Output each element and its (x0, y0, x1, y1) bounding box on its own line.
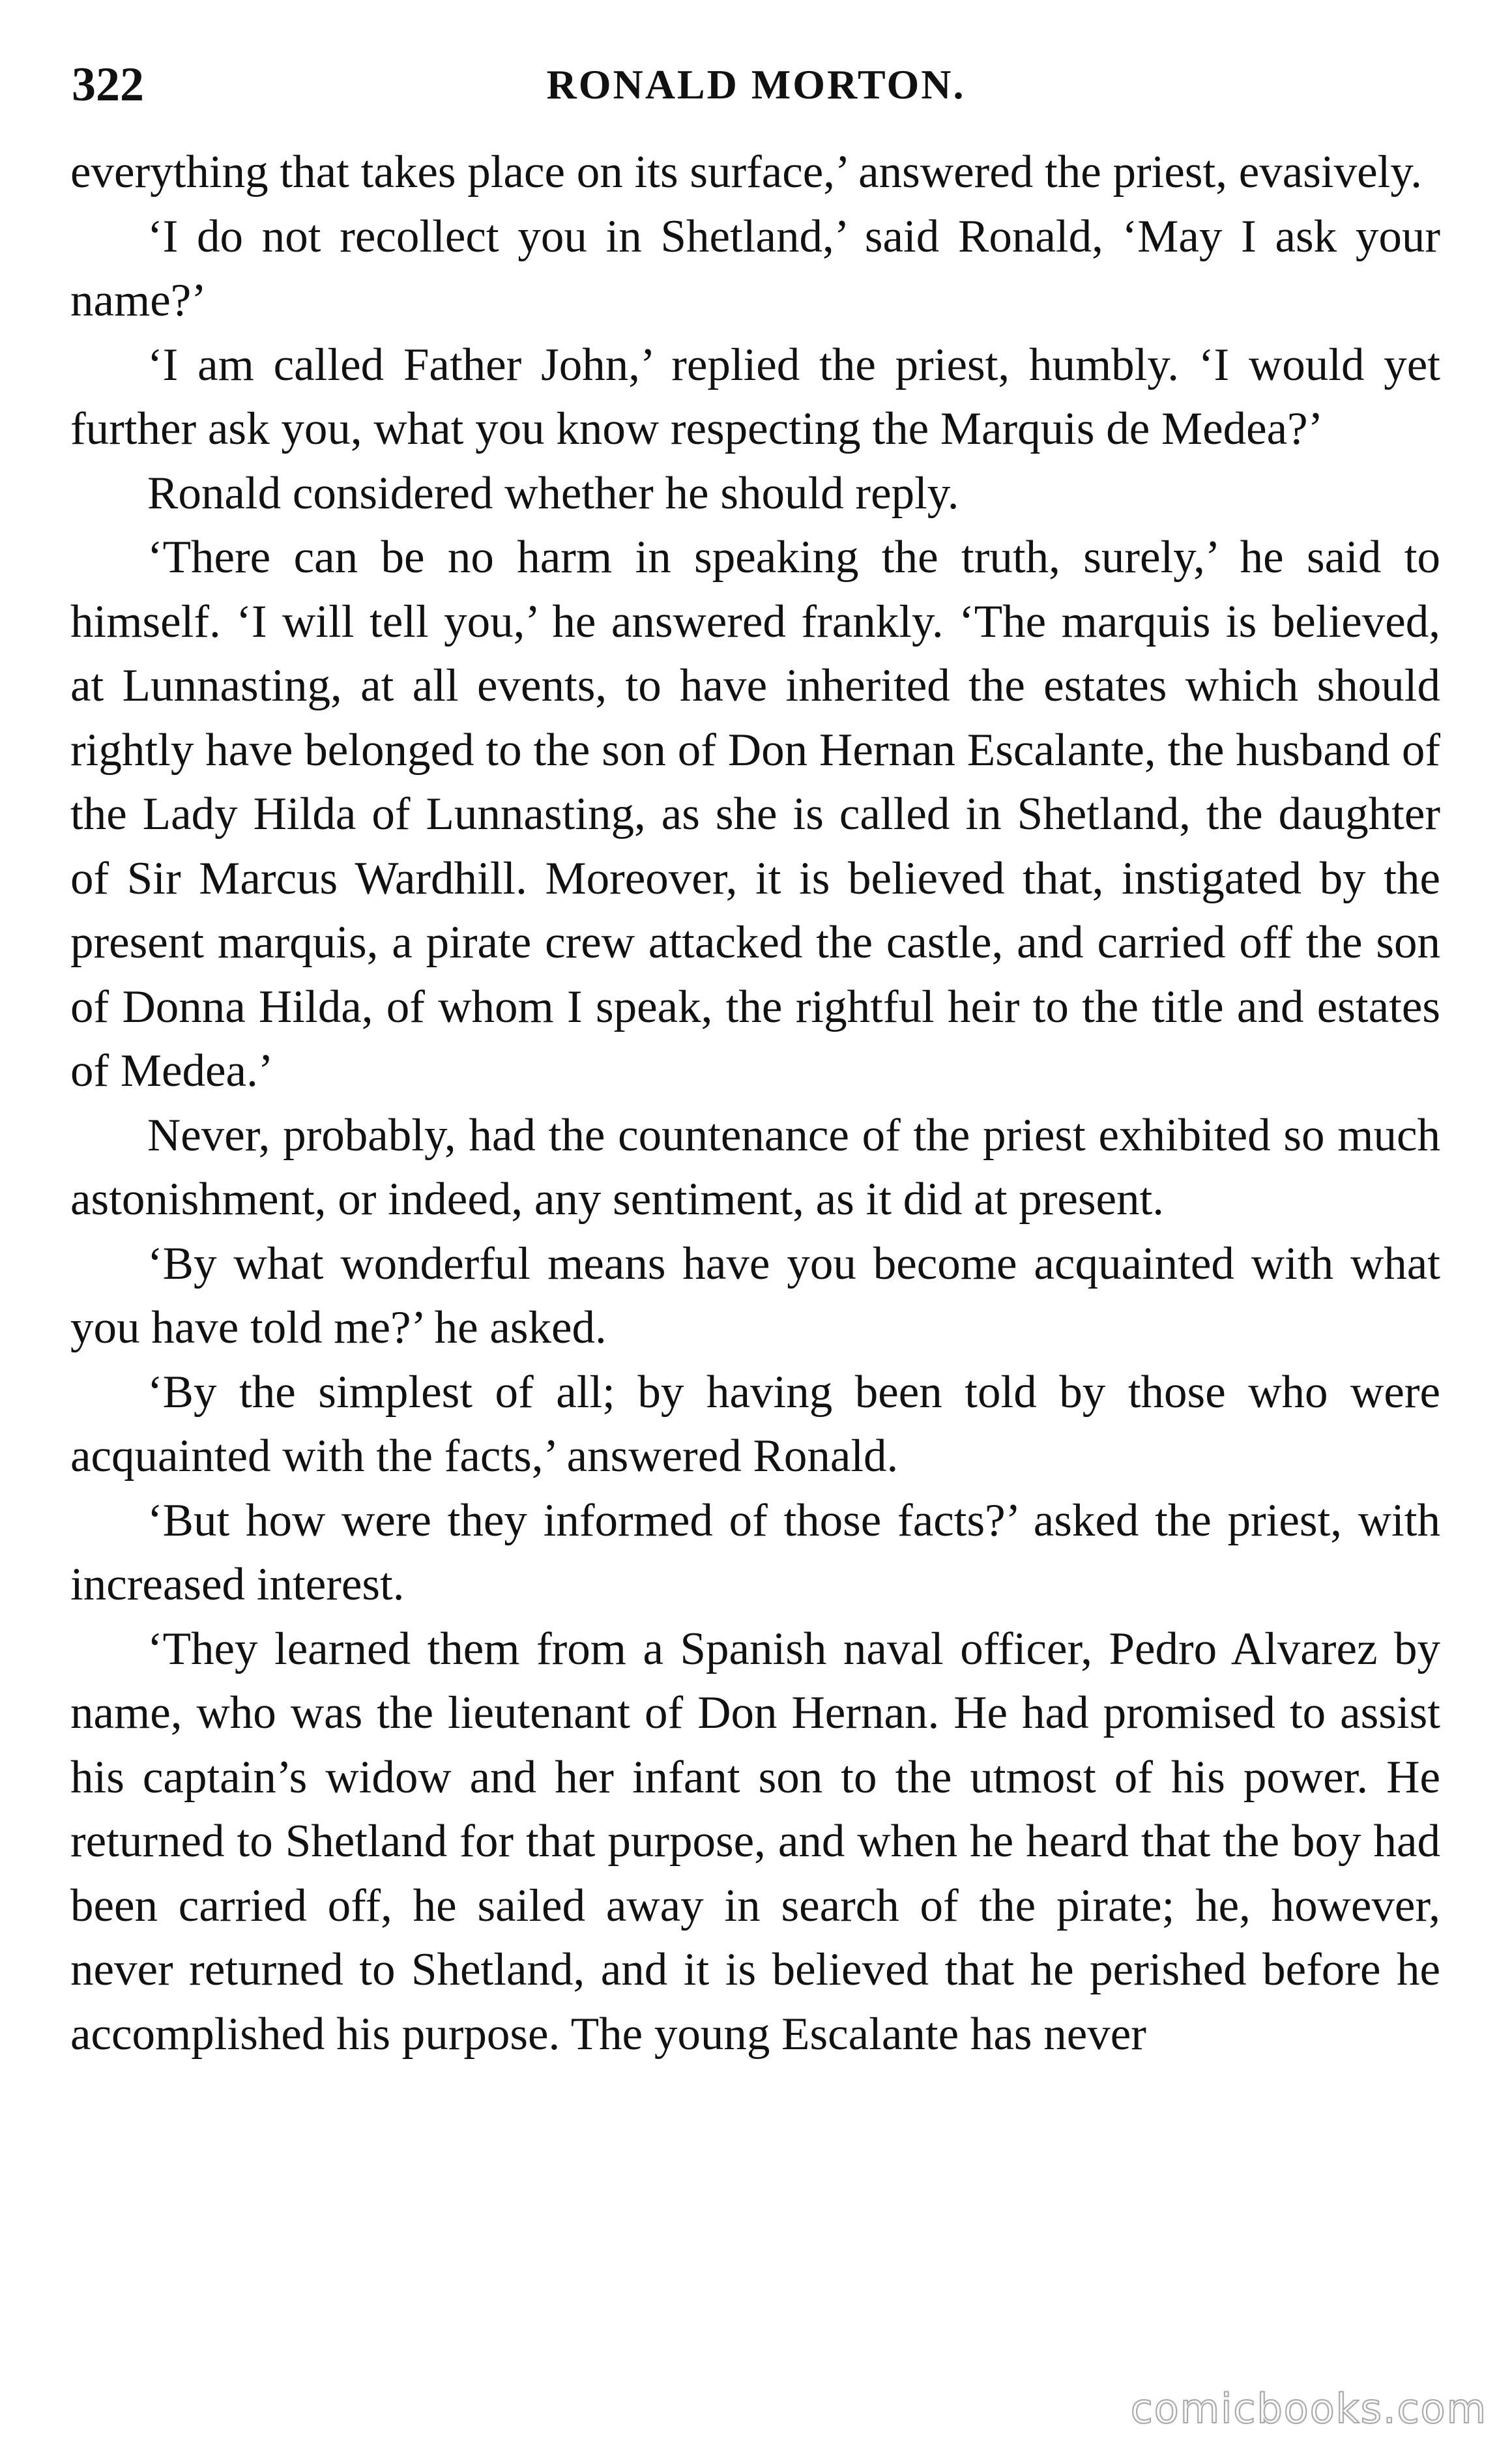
paragraph-8: ‘By the simplest of all; by having been told by those who were acquainted with the facts,’ answered Ronald. (70, 1366, 1440, 1481)
paragraph-5: ‘There can be no harm in speaking the truth, surely,’ he said to himself. ‘I will tell you,’ he answered frankly. ‘The marquis is believed, at Lunnasting, at all events, to have inherited the estates which should rightly have belonged to the son of Don Hernan Escalante, the husband of the Lady Hilda of Lunnasting, as she is called in Shetland, the daughter of Sir Marcus Wardhill. Moreover, it is believed that, instigated by the present marquis, a pirate crew attacked the castle, and carried off the son of Donna Hilda, of whom I speak, the rightful heir to the title and estates of Medea.’ (70, 532, 1440, 1096)
paragraph-7: ‘By what wonderful means have you become acquainted with what you have told me?’ he asked. (70, 1238, 1440, 1353)
page-number: 322 (72, 58, 144, 111)
paragraph-2: ‘I do not recollect you in Shetland,’ said Ronald, ‘May I ask your name?’ (70, 211, 1440, 326)
running-head: RONALD MORTON. (546, 61, 966, 108)
paragraph-1: everything that takes place on its surface,’ answered the priest, evasively. (70, 147, 1422, 197)
paragraph-6: Never, probably, had the countenance of the priest exhibited so much astonishment, or indeed, any sentiment, as it did at present. (70, 1109, 1440, 1225)
paragraph-10: ‘They learned them from a Spanish naval officer, Pedro Alvarez by name, who was the lieutenant of Don Hernan. He had promised to assist his captain’s widow and her infant son to the utmost of his power. He returned to Shetland for that purpose, and when he heard that the boy had been carried off, he sailed away in search of the pirate; he, however, never returned to Shetland, and it is believed that he perished before he accomplished his purpose. The young Escalante has never (70, 1623, 1440, 2060)
body-text (70, 140, 1440, 2066)
paragraph-9: ‘But how were they informed of those facts?’ asked the priest, with increased interest. (70, 1495, 1440, 1610)
watermark: comicbooks.com (1130, 2385, 1487, 2432)
page-header (72, 46, 1440, 124)
paragraph-3: ‘I am called Father John,’ replied the priest, humbly. ‘I would yet further ask you, what you know respecting the Marquis de Medea?’ (70, 339, 1440, 454)
paragraph-4: Ronald considered whether he should reply. (147, 467, 959, 519)
